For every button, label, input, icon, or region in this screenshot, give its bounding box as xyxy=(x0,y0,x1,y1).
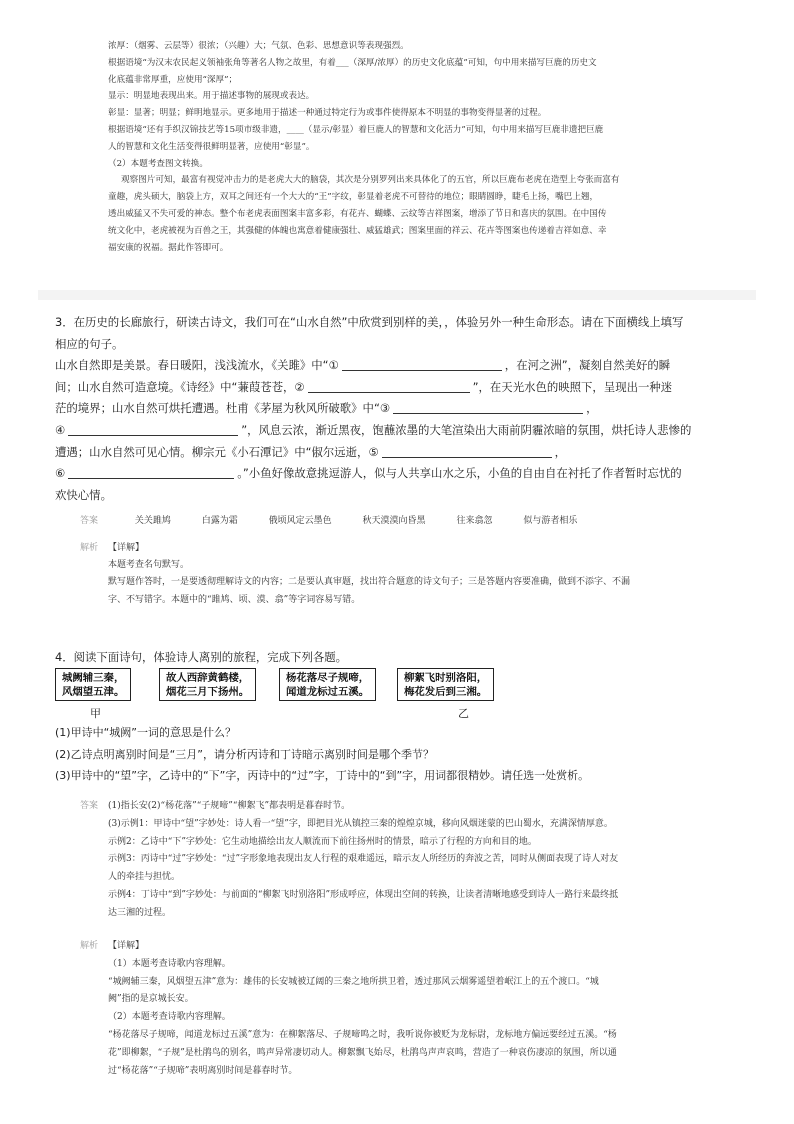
text-line: 示例2：乙诗中“下”字妙处：它生动地描绘出友人顺流而下前往扬州时的情景，暗示了行程的方向和目的地。 xyxy=(108,836,537,847)
answer-item: 俄顷风定云墨色 xyxy=(268,516,332,526)
answer-item: 往来翕忽 xyxy=(456,516,493,526)
explanation-label: 解析 xyxy=(80,543,99,553)
poem-box-jia xyxy=(55,668,131,701)
text-line: 本题考查名句默写。 xyxy=(108,560,190,571)
text-span: 山水自然即是美景。春日暖阳，浅浅流水，《关雎》中“① xyxy=(55,358,339,373)
answer-3 xyxy=(80,513,740,526)
text-span: ， xyxy=(554,444,567,459)
text-line: 彰显：显著；明显；鲜明地显示。更多地用于描述一种通过特定行为或事件使得原本不明显的事物变得显著的过程。 xyxy=(108,108,547,119)
text-line: 福安康的祝福。据此作答即可。 xyxy=(108,242,229,253)
text-line: 显示：明显地表现出来。用于描述事物的展现或表达。 xyxy=(108,91,315,102)
subquestion: (1)甲诗中“城阙”一词的意思是什么？ xyxy=(55,726,236,739)
poem-line: 故人西辞黄鹤楼， xyxy=(166,672,250,684)
question-3-intro: 3．在历史的长廊旅行，研读古诗文，我们可在“山水自然”中欣赏到别样的美，，体验另外一种生命形态。请在下面横线上填写 xyxy=(55,315,684,329)
text-line: 阙”指的是京城长安。 xyxy=(108,994,194,1005)
blank-5 xyxy=(382,443,552,458)
question-3-line-5 xyxy=(55,442,755,464)
question-3-line-1 xyxy=(55,355,755,377)
text-line: 【详解】 xyxy=(108,941,145,951)
text-line: （1）本题考查诗歌内容理解。 xyxy=(108,958,231,969)
text-span: ，在河之洲”，凝刻自然美好的瞬 xyxy=(504,358,671,373)
previous-explanation xyxy=(108,38,732,256)
text-line: 透出威猛又不失可爱的神态。整个布老虎表面图案丰富多彩，有花卉、蝴蝶、云纹等吉祥图案，增添了节日和喜庆的氛围。在中国传 xyxy=(108,208,607,219)
text-line: 化底蕴非常厚重，应使用“深厚”； xyxy=(108,74,238,85)
text-span: 茫的境界；山水自然可烘托遭遇。杜甫《茅屋为秋风所破歌》中“③ xyxy=(55,401,391,416)
question-3-line-3 xyxy=(55,398,755,420)
blank-4 xyxy=(68,421,238,436)
poem-line: 闻道龙标过五溪。 xyxy=(286,686,370,698)
blank-3 xyxy=(393,399,583,414)
text-line: “城阙辅三秦，风烟望五津”意为：雄伟的长安城被辽阔的三秦之地所拱卫着，透过那风云烟雾遥望着岷江上的五个渡口。“城 xyxy=(108,976,599,987)
text-line: 示例4：丁诗中“到”字妙处：与前面的“柳絮飞时别洛阳”形成呼应，体现出空间的转换，让读者清晰地感受到诗人一路行来最终抵 xyxy=(108,889,619,900)
text-line: 根据语境“为汉末农民起义领袖张角等著名人物之故里，有着___（深厚/浓厚）的历史文化底蕴”可知，句中用来描写巨鹿的历史文 xyxy=(108,57,597,68)
answer-4 xyxy=(80,798,740,923)
text-line: 字、不写错字。本题中的“雎鸠、顷、漠、翕”等字词容易写错。 xyxy=(108,594,361,605)
text-span: ”，在天光水色的映照下，呈现出一种迷 xyxy=(472,379,673,394)
text-line: 人的智慧和文化生活变得很鲜明显著，应使用“彰显”。 xyxy=(108,141,315,152)
text-line: “杨花落尽子规啼，闻道龙标过五溪”意为：在柳絮落尽、子规啼鸣之时，我听说你被贬为龙标尉，龙标地方偏远要经过五溪。“杨 xyxy=(108,1029,617,1040)
text-span: ④ xyxy=(55,422,66,437)
poem-boxes xyxy=(55,668,495,700)
text-line: 根据语境“还有手织汉锦技艺等15项市级非遗，____（显示/彰显）着巨鹿人的智慧和文化活力”可知，句中用来描写巨鹿非遗把巨鹿 xyxy=(108,124,604,135)
blank-6 xyxy=(68,464,234,479)
poem-box-yi xyxy=(159,668,256,701)
text-span: 遭遇；山水自然可见心情。柳宗元《小石潭记》中“俶尔远逝，⑤ xyxy=(55,444,379,459)
poem-label-jia: 甲 xyxy=(90,707,101,720)
text-span: ， xyxy=(586,401,598,416)
text-line: (3)示例1：甲诗中“望”字妙处：诗人看一“望”字，即把目光从镇控三秦的煌煌京城，移向风烟迷蒙的巴山蜀水，充满深情厚意。 xyxy=(108,818,613,829)
answer-label: 答案 xyxy=(80,801,99,811)
text-line: 默写题作答时，一是要透彻理解诗文的内容；二是要认真审题，找出符合题意的诗文句子；三是答题内容要准确，做到不添字、不漏 xyxy=(108,577,631,588)
poem-line: 梅花发后到三湘。 xyxy=(404,686,488,698)
text-line: 浓厚：（烟雾、云层等）很浓；（兴趣）大；气氛、色彩、思想意识等表现强烈。 xyxy=(108,41,409,51)
text-line: 统文化中，老虎被视为百兽之王，其强健的体魄也寓意着健康强壮、威猛雄武；图案里面的祥云、花卉等图案也传递着吉祥如意、幸 xyxy=(108,225,607,236)
question-3-line-4 xyxy=(55,420,755,442)
text-line: 人的牵挂与担忧。 xyxy=(108,872,181,883)
question-4-title: 4．阅读下面诗句，体验诗人离别的旅程，完成下列各题。 xyxy=(55,650,348,664)
text-line: （2）本题考查图文转换。 xyxy=(108,158,208,169)
explanation-4 xyxy=(80,938,740,1080)
text-line: (1)指长安(2)“杨花落”“子规啼”“柳絮飞”都表明是暮春时节。 xyxy=(108,801,351,811)
text-line: （2）本题考查诗歌内容理解。 xyxy=(108,1012,231,1023)
poem-line: 城阙辅三秦， xyxy=(62,672,125,684)
subquestion: (3)甲诗中的“望”字，乙诗中的“下”字，丙诗中的“过”字，丁诗中的“到”字，用词都很精妙。请任选一处赏析。 xyxy=(55,769,590,783)
blank-2 xyxy=(308,378,470,393)
answer-label: 答案 xyxy=(80,516,99,526)
text-line: 观察图片可知，最富有视觉冲击力的是老虎大大的脑袋，其次是分别罗列出来具体化了的五官，所以巨鹿布老虎在造型上夸张而富有 xyxy=(121,175,620,186)
answer-item: 似与游者相乐 xyxy=(523,516,578,526)
poem-line: 杨花落尽子规啼， xyxy=(286,672,370,684)
poem-box-bing xyxy=(279,668,376,701)
section-divider xyxy=(38,290,756,300)
question-3-line-2 xyxy=(55,377,755,399)
poem-line: 柳絮飞时别洛阳， xyxy=(404,672,488,684)
text-line: 达三湘的过程。 xyxy=(108,907,172,918)
text-span: 。”小鱼好像故意挑逗游人，似与人共享山水之乐，小鱼的自由自在衬托了作者暂时忘忧的 xyxy=(237,466,682,481)
blank-1 xyxy=(342,356,502,371)
text-line: 过“杨花落”“子规啼”表明离别时间是暮春时节。 xyxy=(108,1065,298,1076)
question-3 xyxy=(55,312,755,506)
question-3-line-6 xyxy=(55,463,755,485)
poem-line: 风烟望五津。 xyxy=(62,686,125,698)
question-3-line-7: 欢快心情。 xyxy=(55,487,112,502)
answer-item: 白露为霜 xyxy=(201,516,238,526)
text-line: 【详解】 xyxy=(108,543,145,553)
text-line: 示例3：丙诗中“过”字妙处：“过”字形象地表现出友人行程的艰难遥远，暗示友人所经历的奔波之苦，同时从侧面表现了诗人对友 xyxy=(108,854,619,865)
question-4-subquestions xyxy=(55,722,755,787)
text-span: ⑥ xyxy=(55,466,66,481)
poem-line: 烟花三月下扬州。 xyxy=(166,686,250,698)
answer-item: 关关雎鸠 xyxy=(134,516,171,526)
poem-label-yi: 乙 xyxy=(458,707,469,720)
explanation-3 xyxy=(80,540,740,609)
poem-box-ding xyxy=(397,668,494,701)
text-line: 花”即柳絮，“子规”是杜鹃鸟的别名，鸣声异常凄切动人。柳絮飘飞始尽，杜鹃鸟声声哀鸣，营造了一种哀伤凄凉的氛围，所以通 xyxy=(108,1047,617,1058)
subquestion: (2)乙诗点明离别时间是“三月”，请分析丙诗和丁诗暗示离别时间是哪个季节？ xyxy=(55,747,434,761)
question-3-intro-cont: 相应的句子。 xyxy=(55,336,124,351)
explanation-label: 解析 xyxy=(80,941,99,951)
text-line: 童趣，虎头硕大，脑袋上方，双耳之间还有一个大大的“王”字纹，彰显着老虎不可替待的地位；眼睛圆睁，睫毛上扬，嘴巴上翘， xyxy=(108,192,599,203)
answer-item: 秋天漠漠向昏黑 xyxy=(362,516,426,526)
text-span: ”，风息云浓，渐近黑夜，饱蘸浓墨的大笔渲染出大雨前阴霾浓暗的氛围，烘托诗人悲惨的 xyxy=(241,422,692,437)
text-span: 间；山水自然可造意境。《诗经》中“蒹葭苍苍，② xyxy=(55,379,305,394)
